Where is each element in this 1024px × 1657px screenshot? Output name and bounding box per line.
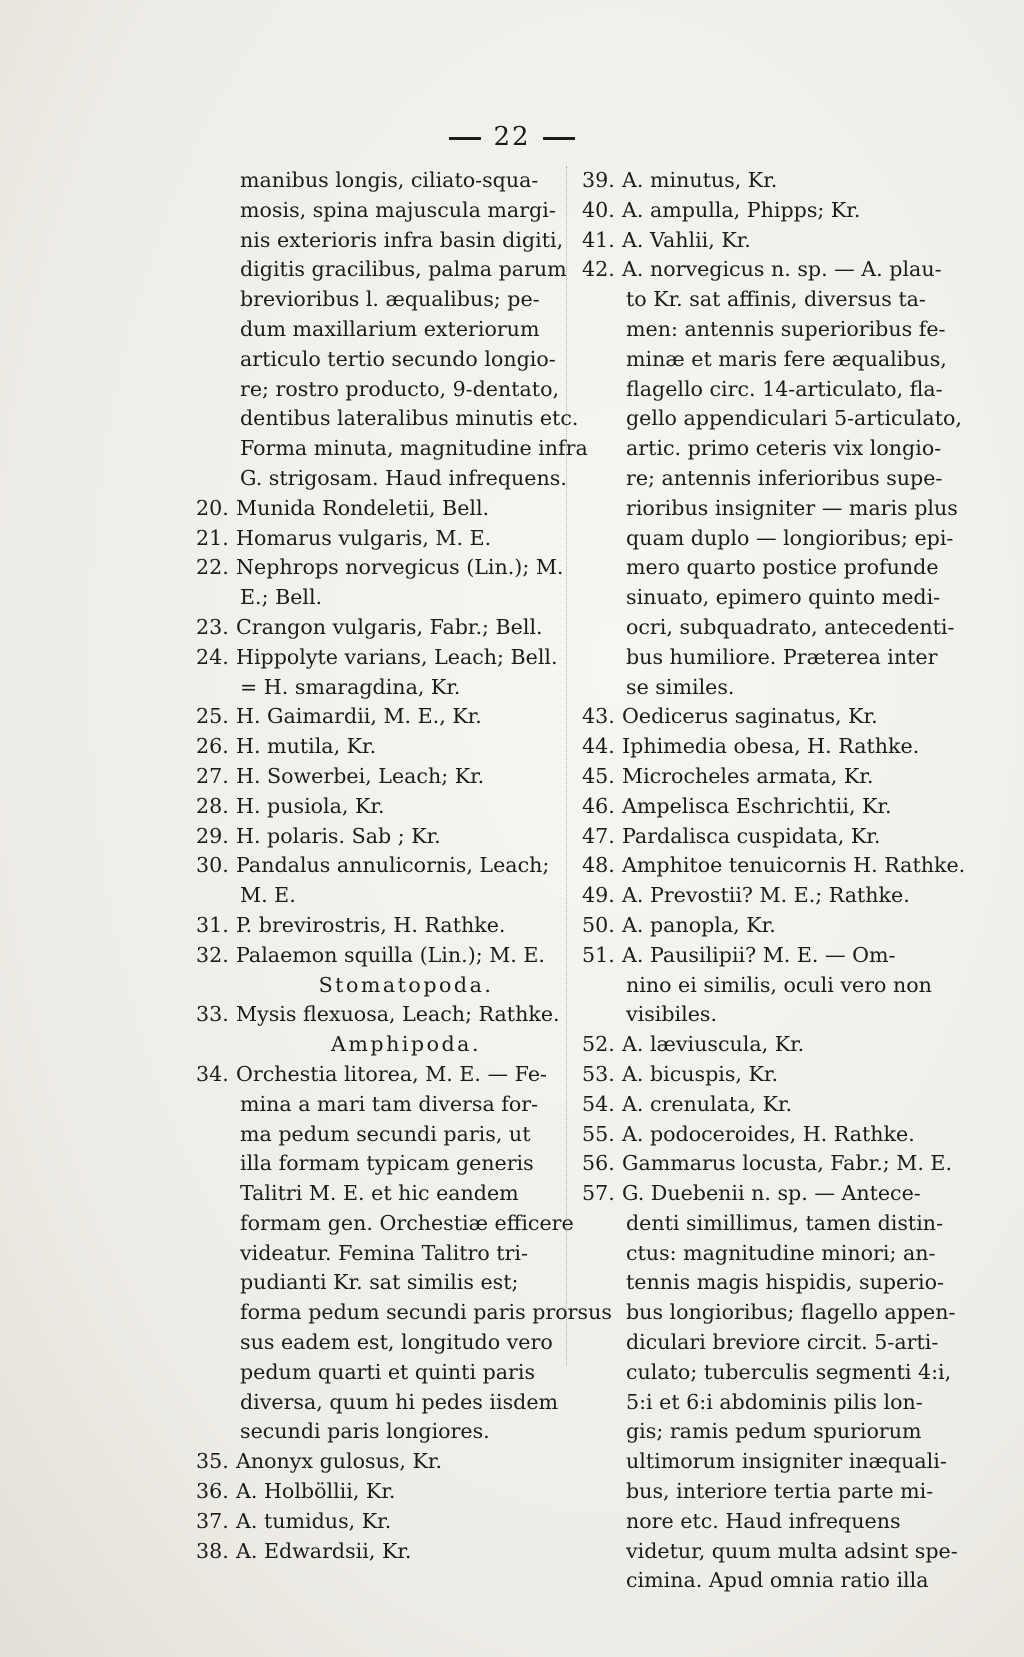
species-entry: [582, 792, 942, 822]
text-line: artic. primo ceteris vix longio-: [626, 436, 942, 461]
entry-number: 21.: [196, 525, 229, 550]
entry-number: 39.: [582, 168, 615, 192]
entry-text: H. Sowerbei, Leach; Kr.: [236, 763, 485, 788]
entry-number: 46.: [582, 793, 615, 818]
text-line: men: antennis superioribus fe-: [626, 316, 946, 341]
entry-text: A. Edwardsii, Kr.: [236, 1538, 412, 1563]
text-line: gello appendiculari 5-articulato,: [626, 406, 962, 431]
text-line: secundi paris longiores.: [240, 1419, 490, 1444]
entry-number: 50.: [582, 912, 615, 937]
species-entry: [196, 911, 556, 941]
entry-text: A. norvegicus n. sp. — A. plau-: [622, 257, 942, 282]
entry-text: A. ampulla, Phipps; Kr.: [622, 197, 861, 222]
entry-number: 49.: [582, 883, 615, 908]
entry-text: H. pusiola, Kr.: [236, 793, 385, 818]
entry-number: 34.: [196, 1061, 229, 1086]
entry-number: 38.: [196, 1538, 229, 1563]
entry-text: Oedicerus saginatus, Kr.: [622, 704, 878, 729]
text-line: quam duplo — longioribus; epi-: [626, 525, 954, 550]
text-line: M. E.: [240, 883, 296, 908]
text-line: E.; Bell.: [240, 585, 323, 610]
entry-number: 36.: [196, 1479, 229, 1504]
section-heading: Amphipoda.: [330, 1032, 482, 1057]
text-line: tennis magis hispidis, superio-: [626, 1270, 944, 1295]
text-line: videatur. Femina Talitro tri-: [240, 1240, 528, 1265]
entry-text: A. læviuscula, Kr.: [622, 1032, 805, 1057]
entry-text: A. bicuspis, Kr.: [622, 1061, 779, 1086]
entry-number: 37.: [196, 1508, 229, 1533]
text-line: cimina. Apud omnia ratio illa: [626, 1568, 929, 1593]
entry-number: 55.: [582, 1121, 615, 1146]
entry-number: 30.: [196, 853, 229, 878]
text-line: re; antennis inferioribus supe-: [626, 465, 943, 490]
entry-number: 51.: [582, 942, 615, 967]
text-line: rioribus insigniter — maris plus: [626, 495, 958, 520]
text-line: ultimorum insigniter inæquali-: [626, 1449, 947, 1474]
entry-number: 20.: [196, 495, 229, 520]
entry-text: Microcheles armata, Kr.: [622, 763, 874, 788]
species-entry: [196, 732, 556, 762]
text-line: nino ei similis, oculi vero non: [626, 972, 932, 997]
entry-text: Orchestia litorea, M. E. — Fe-: [236, 1061, 547, 1086]
entry-text: A. Prevostii? M. E.; Rathke.: [622, 883, 910, 908]
entry-text: Homarus vulgaris, M. E.: [236, 525, 492, 550]
species-entry: [582, 255, 942, 285]
species-entry: [196, 1060, 556, 1090]
species-entry: [196, 1477, 556, 1507]
entry-text: Mysis flexuosa, Leach; Rathke.: [236, 1002, 560, 1027]
species-entry: [582, 166, 942, 196]
entry-text: A. Vahlii, Kr.: [622, 227, 751, 252]
entry-text: A. panopla, Kr.: [622, 912, 776, 937]
entry-number: 29.: [196, 823, 229, 848]
text-line: to Kr. sat affinis, diversus ta-: [626, 287, 926, 312]
entry-number: 40.: [582, 197, 615, 222]
entry-number: 44.: [582, 734, 615, 759]
text-line: ocri, subquadrato, antecedenti-: [626, 614, 955, 639]
text-line: brevioribus l. æqualibus; pe-: [240, 287, 540, 312]
species-entry: [582, 226, 942, 256]
entry-text: G. Duebenii n. sp. — Antece-: [622, 1181, 921, 1206]
text-line: mosis, spina majuscula margi-: [240, 197, 556, 222]
text-line: pedum quarti et quinti paris: [240, 1359, 536, 1384]
entry-number: 41.: [582, 227, 615, 252]
text-line: = H. smaragdina, Kr.: [240, 674, 461, 699]
species-entry: [582, 911, 942, 941]
entry-number: 47.: [582, 823, 615, 848]
species-entry: [196, 1000, 560, 1030]
entry-text: Nephrops norvegicus (Lin.); M.: [236, 555, 564, 580]
text-line: G. strigosam. Haud infrequens.: [240, 465, 567, 490]
text-line: dum maxillarium exteriorum: [240, 316, 540, 341]
species-entry: [582, 1090, 942, 1120]
species-entry: [196, 762, 556, 792]
text-line: minæ et maris fere æqualibus,: [626, 346, 947, 371]
species-entry: [196, 941, 556, 971]
text-line: diculari breviore circit. 5-arti-: [626, 1330, 939, 1355]
entry-number: 24.: [196, 644, 229, 669]
entry-text: Iphimedia obesa, H. Rathke.: [622, 734, 920, 759]
text-line: visibiles.: [626, 1002, 718, 1027]
entry-number: 42.: [582, 257, 615, 282]
entry-text: Ampelisca Eschrichtii, Kr.: [622, 793, 892, 818]
entry-number: 45.: [582, 763, 615, 788]
text-line: bus, interiore tertia parte mi-: [626, 1479, 934, 1504]
entry-number: 54.: [582, 1091, 615, 1116]
text-line: ma pedum secundi paris, ut: [240, 1121, 531, 1146]
text-line: denti simillimus, tamen distin-: [626, 1210, 944, 1235]
text-line: gis; ramis pedum spuriorum: [626, 1419, 922, 1444]
species-entry: [582, 732, 942, 762]
text-line: illa formam typicam generis: [240, 1151, 534, 1176]
text-line: 5:i et 6:i abdominis pilis lon-: [626, 1389, 923, 1414]
text-line: pudianti Kr. sat similis est;: [240, 1270, 519, 1295]
entry-number: 31.: [196, 912, 229, 937]
entry-text: Amphitoe tenuicornis H. Rathke.: [622, 853, 966, 878]
text-line: digitis gracilibus, palma parum: [240, 257, 567, 282]
text-line: mero quarto postice profunde: [626, 555, 939, 580]
page-number: [0, 122, 1024, 152]
page-number-dash-right: [543, 137, 575, 140]
entry-number: 56.: [582, 1151, 615, 1176]
text-line: bus longioribus; flagello appen-: [626, 1300, 956, 1325]
entry-number: 28.: [196, 793, 229, 818]
species-entry: [196, 1507, 556, 1537]
species-entry: [196, 643, 556, 673]
species-entry: [582, 822, 942, 852]
species-entry: [582, 702, 942, 732]
entry-number: 35.: [196, 1449, 229, 1474]
entry-text: Palaemon squilla (Lin.); M. E.: [236, 942, 545, 967]
text-line: formam gen. Orchestiæ efficere: [240, 1210, 574, 1235]
species-entry: [582, 881, 942, 911]
entry-text: A. tumidus, Kr.: [236, 1508, 392, 1533]
entry-number: 32.: [196, 942, 229, 967]
page-number-dash-left: [449, 137, 481, 140]
species-entry: [582, 1060, 942, 1090]
entry-number: 23.: [196, 614, 229, 639]
entry-number: 33.: [196, 1002, 229, 1027]
entry-number: 53.: [582, 1061, 615, 1086]
entry-number: 43.: [582, 704, 615, 729]
text-line: bus humiliore. Præterea inter: [626, 644, 938, 669]
entry-text: A. podoceroides, H. Rathke.: [622, 1121, 915, 1146]
text-line: flagello circ. 14-articulato, fla-: [626, 376, 943, 401]
text-line: manibus longis, ciliato-squa-: [240, 168, 539, 192]
text-line: re; rostro producto, 9-dentato,: [240, 376, 560, 401]
entry-text: Anonyx gulosus, Kr.: [236, 1449, 443, 1474]
entry-text: H. polaris. Sab ; Kr.: [236, 823, 441, 848]
species-entry: [196, 1537, 556, 1567]
text-line: ctus: magnitudine minori; an-: [626, 1240, 936, 1265]
entry-text: H. Gaimardii, M. E., Kr.: [236, 704, 482, 729]
entry-text: Pardalisca cuspidata, Kr.: [622, 823, 881, 848]
entry-number: 22.: [196, 555, 229, 580]
species-entry: [582, 1149, 953, 1179]
entry-text: A. Holböllii, Kr.: [236, 1479, 396, 1504]
species-entry: [196, 524, 556, 554]
species-entry: [196, 822, 556, 852]
entry-number: 25.: [196, 704, 229, 729]
species-entry: [582, 1179, 942, 1209]
text-line: se similes.: [626, 674, 735, 699]
column-divider: [566, 166, 567, 1366]
entry-text: A. Pausilipii? M. E. — Om-: [622, 942, 896, 967]
text-line: mina a mari tam diversa for-: [240, 1091, 539, 1116]
species-entry: [196, 792, 556, 822]
entry-number: 26.: [196, 734, 229, 759]
entry-number: 48.: [582, 853, 615, 878]
text-line: videtur, quum multa adsint spe-: [626, 1538, 958, 1563]
entry-text: Gammarus locusta, Fabr.; M. E.: [622, 1151, 953, 1176]
text-line: culato; tuberculis segmenti 4:i,: [626, 1359, 952, 1384]
text-line: sinuato, epimero quinto medi-: [626, 585, 941, 610]
text-line: Forma minuta, magnitudine infra: [240, 436, 588, 461]
entry-number: 27.: [196, 763, 229, 788]
entry-text: Pandalus annulicornis, Leach;: [236, 853, 550, 878]
entry-text: A. crenulata, Kr.: [622, 1091, 793, 1116]
entry-text: Munida Rondeletii, Bell.: [236, 495, 490, 520]
species-entry: [582, 762, 942, 792]
species-entry: [582, 941, 942, 971]
text-line: Talitri M. E. et hic eandem: [240, 1181, 519, 1206]
species-entry: [582, 196, 942, 226]
species-entry: [196, 553, 564, 583]
entry-text: P. brevirostris, H. Rathke.: [236, 912, 506, 937]
species-entry: [582, 1030, 942, 1060]
text-line: nis exterioris infra basin digiti,: [240, 227, 564, 252]
entry-text: Hippolyte varians, Leach; Bell.: [236, 644, 558, 669]
text-line: sus eadem est, longitudo vero: [240, 1330, 553, 1355]
entry-number: 52.: [582, 1032, 615, 1057]
page-number-text: 22: [493, 122, 531, 152]
species-entry: [196, 851, 556, 881]
right-column: [582, 166, 966, 1596]
section-heading: Stomatopoda.: [318, 972, 494, 997]
species-entry: [196, 494, 556, 524]
entry-text: H. mutila, Kr.: [236, 734, 377, 759]
entry-text: A. minutus, Kr.: [622, 168, 778, 192]
text-line: nore etc. Haud infrequens: [626, 1508, 901, 1533]
species-entry: [196, 613, 556, 643]
text-line: dentibus lateralibus minutis etc.: [240, 406, 579, 431]
entry-number: 57.: [582, 1181, 615, 1206]
entry-text: Crangon vulgaris, Fabr.; Bell.: [236, 614, 543, 639]
text-line: forma pedum secundi paris prorsus: [240, 1300, 612, 1325]
species-entry: [582, 851, 966, 881]
species-entry: [582, 1120, 942, 1150]
text-line: diversa, quum hi pedes iisdem: [240, 1389, 559, 1414]
text-line: articulo tertio secundo longio-: [240, 346, 556, 371]
species-entry: [196, 1447, 556, 1477]
species-entry: [196, 702, 556, 732]
